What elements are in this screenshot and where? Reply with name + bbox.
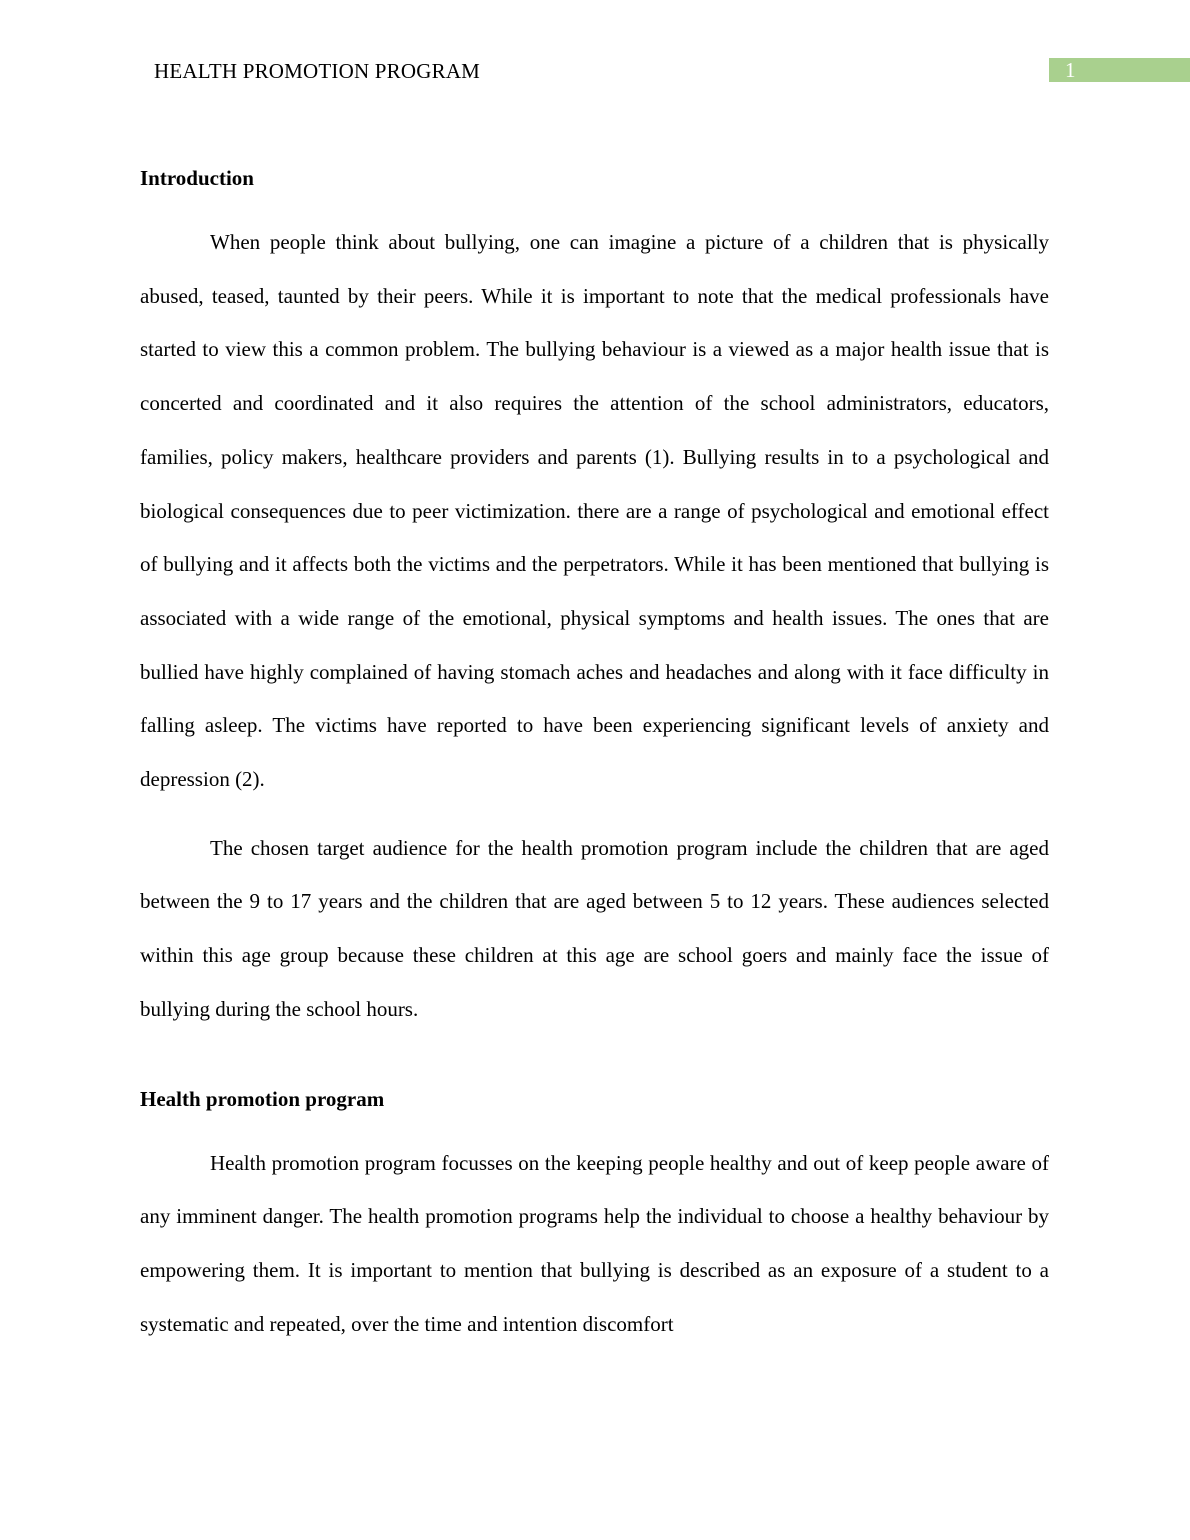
- page-number-badge: [1049, 58, 1190, 82]
- page-number: 1: [1065, 58, 1076, 82]
- introduction-paragraph-1: When people think about bullying, one can imagine a picture of a children that is physically abused, teased, taunted by their peers. While it is important to note that the medical professionals have started to view this a common problem. The bullying behaviour is a viewed as a major health issue that is concerted and coordinated and it also requires the attention of the school administrators, educators, families, policy makers, healthcare providers and parents (1). Bullying results in to a psychological and biological consequences due to peer victimization. there are a range of psychological and emotional effect of bullying and it affects both the victims and the perpetrators. While it has been mentioned that bullying is associated with a wide range of the emotional, physical symptoms and health issues. The ones that are bullied have highly complained of having stomach aches and headaches and along with it face difficulty in falling asleep. The victims have reported to have been experiencing significant levels of anxiety and depression (2).: [140, 230, 1049, 792]
- running-head: HEALTH PROMOTION PROGRAM: [154, 59, 481, 83]
- introduction-paragraph-2: The chosen target audience for the health promotion program include the children that are aged between the 9 to 17 years and the children that are aged between 5 to 12 years. These audiences selected within this age group because these children at this age are school goers and mainly face the issue of bullying during the school hours.: [140, 835, 1049, 1021]
- health-promotion-heading: Health promotion program: [140, 1086, 385, 1111]
- introduction-heading: Introduction: [140, 166, 254, 190]
- document-body: [140, 163, 1049, 1351]
- health-promotion-paragraph-1: Health promotion program focusses on the keeping people healthy and out of keep people aware of any imminent danger. The health promotion programs help the individual to choose a healthy behaviour by empowering them. It is important to mention that bullying is described as an exposure of a student to a systematic and repeated, over the time and intention discomfort: [140, 1150, 1049, 1336]
